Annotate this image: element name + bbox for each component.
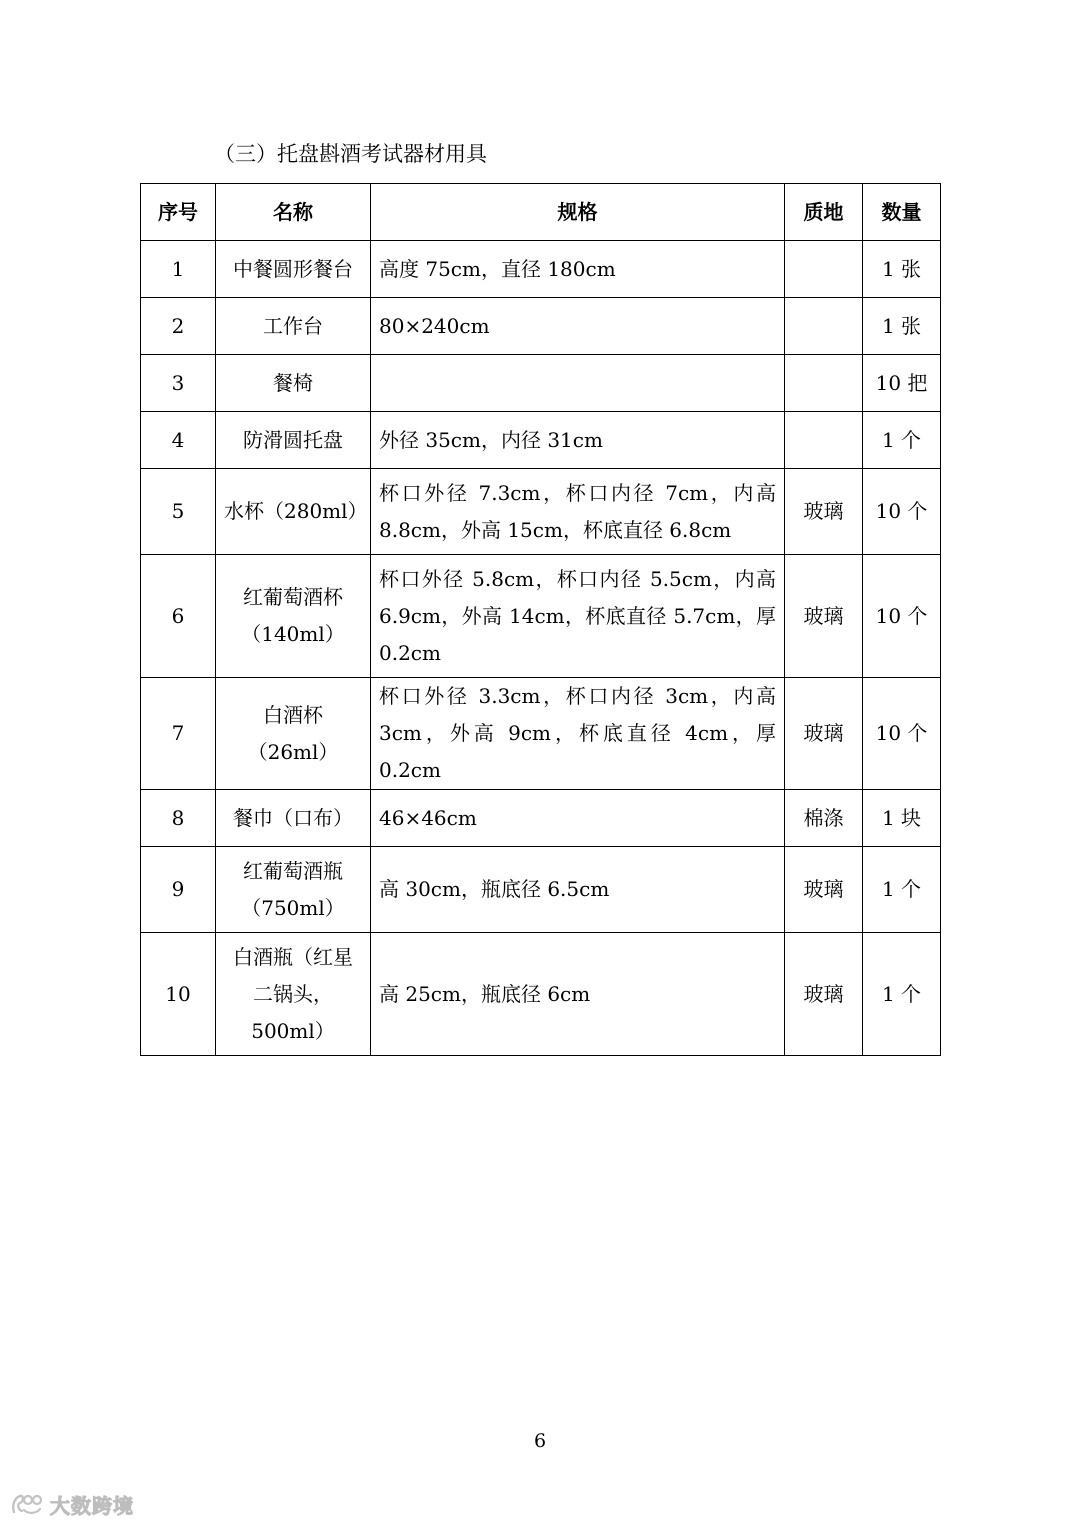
- cell-spec: 46×46cm: [371, 790, 785, 847]
- cell-spec: 高 30cm，瓶底径 6.5cm: [371, 847, 785, 933]
- table-row: [141, 241, 941, 298]
- cell-name: 红葡萄酒瓶（750ml）: [216, 847, 371, 933]
- cell-material: 玻璃: [785, 933, 863, 1056]
- cell-no: 3: [141, 355, 216, 412]
- cell-qty: 1 块: [863, 790, 941, 847]
- cell-spec: 杯口外径 3.3cm，杯口内径 3cm，内高 3cm，外高 9cm，杯底直径 4cm，厚 0.2cm: [371, 678, 785, 790]
- cell-name: 防滑圆托盘: [216, 412, 371, 469]
- page-number: 6: [533, 1430, 547, 1452]
- cell-material: 棉涤: [785, 790, 863, 847]
- section-heading: （三）托盘斟酒考试器材用具: [214, 142, 487, 166]
- cell-qty: 1 张: [863, 298, 941, 355]
- cell-no: 8: [141, 790, 216, 847]
- cell-spec: 高度 75cm，直径 180cm: [371, 241, 785, 298]
- cell-name: 红葡萄酒杯（140ml）: [216, 555, 371, 678]
- cell-material: [785, 412, 863, 469]
- cell-material: [785, 241, 863, 298]
- cell-spec: 外径 35cm，内径 31cm: [371, 412, 785, 469]
- cell-material: 玻璃: [785, 555, 863, 678]
- header-name: 名称: [216, 184, 371, 241]
- cell-name: 水杯（280ml）: [216, 469, 371, 555]
- table-row: [141, 678, 941, 790]
- cell-name: 工作台: [216, 298, 371, 355]
- cell-qty: 1 张: [863, 241, 941, 298]
- cell-no: 5: [141, 469, 216, 555]
- watermark: [10, 1490, 134, 1519]
- cell-name: 餐巾（口布）: [216, 790, 371, 847]
- cell-material: [785, 355, 863, 412]
- table-header-row: [141, 184, 941, 241]
- cell-no: 6: [141, 555, 216, 678]
- cell-qty: 10 个: [863, 678, 941, 790]
- cell-no: 2: [141, 298, 216, 355]
- cell-no: 7: [141, 678, 216, 790]
- cell-qty: 10 个: [863, 555, 941, 678]
- header-spec: 规格: [371, 184, 785, 241]
- cell-no: 10: [141, 933, 216, 1056]
- table-row: [141, 469, 941, 555]
- cell-qty: 1 个: [863, 933, 941, 1056]
- cell-qty: 1 个: [863, 412, 941, 469]
- watermark-logo-icon: [10, 1492, 46, 1518]
- cell-name: 白酒瓶（红星二锅头，500ml）: [216, 933, 371, 1056]
- cell-material: [785, 298, 863, 355]
- cell-no: 1: [141, 241, 216, 298]
- cell-no: 9: [141, 847, 216, 933]
- cell-qty: 1 个: [863, 847, 941, 933]
- cell-no: 4: [141, 412, 216, 469]
- cell-spec: 高 25cm，瓶底径 6cm: [371, 933, 785, 1056]
- table-row: [141, 790, 941, 847]
- header-qty: 数量: [863, 184, 941, 241]
- table-row: [141, 298, 941, 355]
- table-row: [141, 355, 941, 412]
- watermark-text: 大数跨境: [50, 1494, 134, 1518]
- cell-material: 玻璃: [785, 847, 863, 933]
- cell-material: 玻璃: [785, 469, 863, 555]
- cell-material: 玻璃: [785, 678, 863, 790]
- cell-name: 餐椅: [216, 355, 371, 412]
- cell-qty: 10 把: [863, 355, 941, 412]
- cell-spec: 80×240cm: [371, 298, 785, 355]
- equipment-table: [140, 183, 941, 1056]
- cell-spec: [371, 355, 785, 412]
- cell-name: 白酒杯（26ml）: [216, 678, 371, 790]
- table-row: [141, 412, 941, 469]
- cell-name: 中餐圆形餐台: [216, 241, 371, 298]
- table-row: [141, 555, 941, 678]
- cell-qty: 10 个: [863, 469, 941, 555]
- table-row: [141, 933, 941, 1056]
- cell-spec: 杯口外径 5.8cm，杯口内径 5.5cm，内高 6.9cm，外高 14cm，杯底直径 5.7cm，厚 0.2cm: [371, 555, 785, 678]
- cell-spec: 杯口外径 7.3cm，杯口内径 7cm，内高 8.8cm，外高 15cm，杯底直径 6.8cm: [371, 469, 785, 555]
- header-material: 质地: [785, 184, 863, 241]
- table-row: [141, 847, 941, 933]
- header-no: 序号: [141, 184, 216, 241]
